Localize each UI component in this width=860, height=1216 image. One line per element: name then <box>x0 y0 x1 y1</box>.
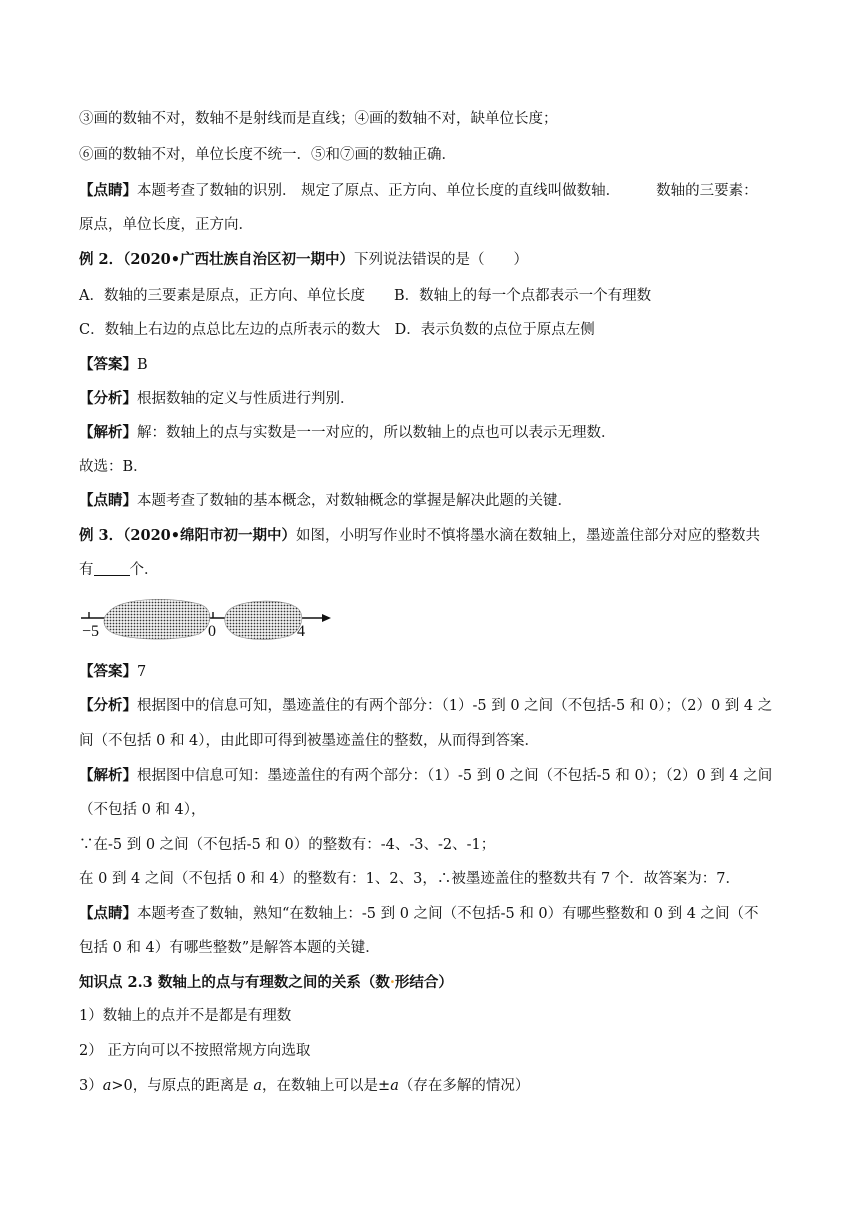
text-span: 个． <box>129 562 159 578</box>
text-span: ，在数轴上可以是± <box>262 1078 391 1094</box>
text-line: 包括 0 和 4）有哪些整数”是解答本题的关键． <box>79 940 380 956</box>
list-item: 1）数轴上的点并不是都是有理数 <box>79 1008 292 1024</box>
analysis-line <box>79 696 790 716</box>
text-line <box>79 560 790 580</box>
text-line: ③画的数轴不对，数轴不是射线而是直线；④画的数轴不对，缺单位长度； <box>79 111 558 127</box>
answer-blank <box>94 561 130 576</box>
tag-analysis: 【分析】 <box>79 390 137 407</box>
text-line: 间（不包括 0 和 4），由此即可得到被墨迹盖住的整数，从而得到答案． <box>79 733 540 749</box>
tag-answer: 【答案】 <box>79 663 137 680</box>
tag-dianjing: 【点睛】 <box>79 492 137 509</box>
label-zero: 0 <box>208 623 216 640</box>
text-line: ⑥画的数轴不对，单位长度不统一．⑤和⑦画的数轴正确． <box>79 147 456 163</box>
tag-dianjing: 【点睛】 <box>79 905 137 922</box>
comment-line <box>79 904 790 924</box>
example-3-heading <box>79 526 790 546</box>
analysis-line <box>79 389 790 409</box>
label-four: 4 <box>297 623 305 640</box>
answer-line <box>79 662 790 682</box>
answer-value: B <box>137 357 148 373</box>
tag-dianjing: 【点睛】 <box>79 182 137 199</box>
example-title: 例 2．（2020•广西壮族自治区初一期中） <box>79 251 355 268</box>
math-variable: a <box>253 1078 263 1094</box>
question-text: 下列说法错误的是（ ） <box>354 252 529 268</box>
comment-line <box>79 491 790 511</box>
text-span: 根据数轴的定义与性质进行判别． <box>137 391 355 407</box>
ink-blot-right <box>225 601 302 639</box>
text-span: 本题考查了数轴的基本概念，对数轴概念的掌握是解决此题的关键． <box>137 493 572 509</box>
tag-answer: 【答案】 <box>79 356 137 373</box>
option-line-ab: A．数轴的三要素是原点，正方向、单位长度 B．数轴上的每一个点都表示一个有理数 <box>79 288 652 304</box>
question-text: 如图，小明写作业时不慎将墨水滴在数轴上，墨迹盖住部分对应的整数共 <box>296 528 761 544</box>
option-line-cd: C．数轴上右边的点总比左边的点所表示的数大 D．表示负数的点位于原点左侧 <box>79 322 595 338</box>
number-line-figure <box>79 598 341 642</box>
text-span: 3） <box>79 1078 103 1094</box>
solution-line <box>79 423 790 443</box>
text-span: 解：数轴上的点与实数是一一对应的，所以数轴上的点也可以表示无理数． <box>137 425 616 441</box>
tag-analysis: 【分析】 <box>79 697 137 714</box>
solution-line <box>79 766 790 786</box>
math-variable: a <box>390 1078 399 1094</box>
heading-dot: · <box>389 974 395 991</box>
tag-solution: 【解析】 <box>79 424 137 441</box>
text-span: （存在多解的情况） <box>398 1078 530 1094</box>
text-line: ∵在-5 到 0 之间（不包括-5 和 0）的整数有：-4、-3、-2、-1； <box>79 837 496 853</box>
text-span: 数轴的三要素： <box>656 183 758 199</box>
heading-text: 形结合） <box>394 974 453 991</box>
text-span: >0，与原点的距离是 <box>111 1078 254 1094</box>
example-2-heading <box>79 250 790 270</box>
ink-blot-left <box>104 599 210 639</box>
text-line <box>79 181 790 201</box>
arrow-head <box>322 614 331 622</box>
answer-line <box>79 355 790 375</box>
text-span: 根据图中的信息可知，墨迹盖住的有两个部分：（1）-5 到 0 之间（不包括-5 和 0）；（2）0 到 4 之 <box>137 698 773 714</box>
text-span: 本题考查了数轴的识别． 规定了原点、正方向、单位长度的直线叫做数轴． <box>137 183 621 199</box>
tag-solution: 【解析】 <box>79 767 137 784</box>
math-variable: a <box>102 1078 112 1094</box>
text-span: 根据图中信息可知：墨迹盖住的有两个部分：（1）-5 到 0 之间（不包括-5 和 0）；（2）0 到 4 之间 <box>137 768 773 784</box>
list-item <box>79 1076 790 1096</box>
text-line: （不包括 0 和 4）， <box>79 802 206 818</box>
text-line: 原点，单位长度，正方向． <box>79 217 253 233</box>
list-item: 2） 正方向可以不按照常规方向选取 <box>79 1043 311 1059</box>
heading-text: 知识点 2.3 数轴上的点与有理数之间的关系（数 <box>79 974 390 991</box>
text-span: 有 <box>79 562 94 578</box>
knowledge-point-heading <box>79 973 790 993</box>
text-line: 在 0 到 4 之间（不包括 0 和 4）的整数有：1、2、3，∴被墨迹盖住的整数共有 7 个．故答案为：7． <box>79 871 741 887</box>
text-span: 本题考查了数轴，熟知“在数轴上：-5 到 0 之间（不包括-5 和 0）有哪些整数和 0 到 4 之间（不 <box>137 906 759 922</box>
example-title: 例 3．（2020•绵阳市初一期中） <box>79 527 297 544</box>
label-minus-five: −5 <box>82 623 100 640</box>
text-line: 故选：B． <box>79 459 148 475</box>
answer-value: 7 <box>137 664 147 680</box>
